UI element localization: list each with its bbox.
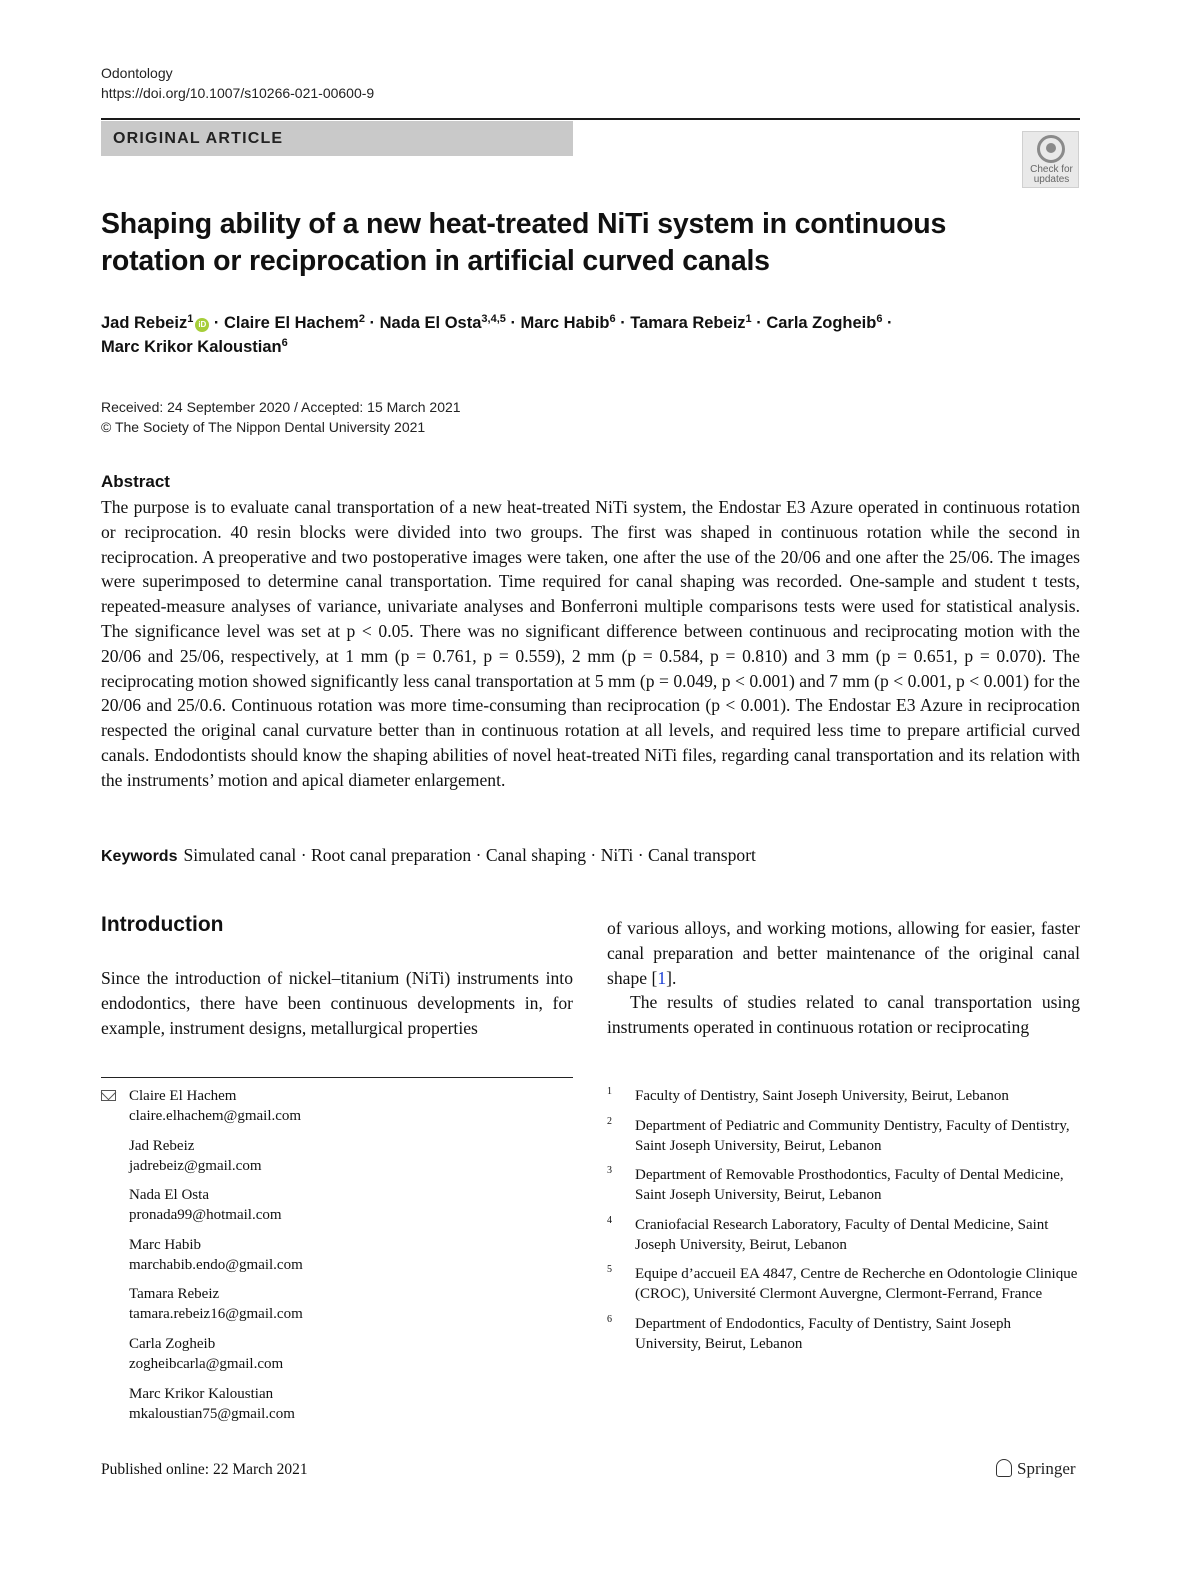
article-title [101, 206, 981, 280]
received-accepted: Received: 24 September 2020 / Accepted: 15 March 2021 [101, 399, 461, 415]
contact-email[interactable]: tamara.rebeiz16@gmail.com [129, 1306, 303, 1323]
contact-email[interactable]: claire.elhachem@gmail.com [129, 1108, 302, 1124]
springer-horse-icon [996, 1459, 1012, 1477]
author-name[interactable]: Nada El Osta [379, 314, 482, 332]
author-affiliation-ref: 6 [876, 313, 883, 325]
contact-entry [101, 1334, 573, 1374]
check-updates-icon [1037, 135, 1065, 163]
affiliation-entry [607, 1215, 1080, 1255]
affiliation-text: Department of Pediatric and Community Dentistry, Faculty of Dentistry, Saint Joseph University, Beirut, Lebanon [635, 1117, 1070, 1154]
envelope-icon [101, 1090, 116, 1101]
intro-text: ]. [666, 967, 677, 988]
contact-email[interactable]: marchabib.endo@gmail.com [129, 1256, 303, 1273]
contact-email[interactable]: zogheibcarla@gmail.com [129, 1355, 284, 1372]
publisher-logo [996, 1459, 1076, 1479]
contact-list [101, 1086, 573, 1433]
author-name[interactable]: Claire El Hachem [224, 314, 359, 332]
footnote-rule [101, 1077, 573, 1078]
author-list: Jad Rebeiz$^1$ iD · Claire El Hachem$^2$ · Nada El Osta$^{3,4,5}$ · Marc Habib$^6$ · Tamara Rebeiz$^1$ · Carla Zogheib$^6$ · Marc Krikor Kaloustian$^6$ [101, 313, 893, 356]
doi-link[interactable]: https://doi.org/10.1007/s10266-021-00600-9 [101, 85, 375, 101]
affiliation-text: Faculty of Dentistry, Saint Joseph University, Beirut, Lebanon [635, 1088, 1009, 1104]
intro-column-right [607, 916, 1080, 1040]
affiliation-number: 2 [607, 1115, 612, 1127]
intro-text: of various alloys, and working motions, allowing for easier, faster canal preparation and better maintenance of the original canal shape [ [607, 918, 1080, 988]
section-banner [101, 121, 573, 156]
publisher-name: Springer [1017, 1459, 1076, 1478]
author-affiliation-ref: 2 [358, 313, 365, 325]
contact-name: Tamara Rebeiz [129, 1286, 220, 1303]
contact-entry [101, 1384, 573, 1424]
title-line-1: Shaping ability of a new heat-treated NiTi system in continuous [101, 208, 947, 240]
orcid-icon[interactable]: iD [195, 318, 209, 332]
affiliation-entry [607, 1086, 1080, 1106]
affiliation-list [607, 1086, 1080, 1364]
contact-email[interactable]: mkaloustian75@gmail.com [129, 1405, 295, 1422]
author-name[interactable]: Carla Zogheib [766, 314, 877, 332]
check-updates-badge[interactable] [1022, 131, 1079, 188]
header-rule [101, 118, 1080, 120]
affiliation-text: Equipe d’accueil EA 4847, Centre de Recherche en Odontologie Clinique (CROC), Université Clermont Auvergne, Clermont-Ferrand, France [635, 1266, 1078, 1303]
contact-entry [101, 1185, 573, 1225]
section-label: ORIGINAL ARTICLE [113, 130, 284, 147]
contact-name: Jad Rebeiz [129, 1137, 195, 1154]
journal-name: Odontology [101, 65, 173, 81]
affiliation-number: 4 [607, 1214, 612, 1226]
contact-entry [101, 1284, 573, 1324]
intro-paragraph-continued [607, 916, 1080, 990]
affiliation-text: Department of Endodontics, Faculty of Dentistry, Saint Joseph University, Beirut, Lebanon [635, 1315, 1012, 1352]
contact-entry [101, 1235, 573, 1275]
affiliation-entry [607, 1264, 1080, 1304]
contact-name: Claire El Hachem [129, 1088, 237, 1104]
author-name[interactable]: Marc Krikor Kaloustian [101, 338, 282, 356]
author-affiliation-ref: 1 [745, 313, 752, 325]
author-name[interactable]: Jad Rebeiz [101, 314, 188, 332]
affiliation-entry [607, 1314, 1080, 1354]
contact-name: Nada El Osta [129, 1187, 209, 1204]
affiliation-text: Department of Removable Prosthodontics, Faculty of Dental Medicine, Saint Joseph University, Beirut, Lebanon [635, 1167, 1064, 1204]
keywords-label: Keywords [101, 848, 178, 865]
title-line-2: rotation or reciprocation in artificial curved canals [101, 245, 770, 277]
published-online: Published online: 22 March 2021 [101, 1461, 308, 1478]
affiliation-number: 3 [607, 1165, 612, 1177]
keywords-list: Simulated canal · Root canal preparation · Canal shaping · NiTi · Canal transport [183, 845, 756, 865]
author-name[interactable]: Tamara Rebeiz [630, 314, 746, 332]
check-updates-label: Check for updates [1030, 164, 1073, 185]
author-affiliation-ref: 6 [281, 337, 288, 349]
affiliation-text: Craniofacial Research Laboratory, Faculty of Dental Medicine, Saint Joseph University, Beirut, Lebanon [635, 1216, 1049, 1253]
affiliation-number: 6 [607, 1313, 612, 1325]
abstract-heading: Abstract [101, 472, 170, 491]
intro-paragraph: The results of studies related to canal transportation using instruments operated in continuous rotation or reciprocating [607, 992, 1080, 1038]
introduction-heading: Introduction [101, 913, 224, 936]
affiliation-entry [607, 1165, 1080, 1205]
contact-email[interactable]: jadrebeiz@gmail.com [129, 1157, 262, 1174]
contact-email[interactable]: pronada99@hotmail.com [129, 1207, 282, 1224]
affiliation-number: 1 [607, 1086, 612, 1097]
author-name[interactable]: Marc Habib [520, 314, 610, 332]
affiliation-entry [607, 1116, 1080, 1156]
author-affiliation-ref: 1 [187, 313, 194, 325]
abstract-text: The purpose is to evaluate canal transportation of a new heat-treated NiTi system, the Endostar E3 Azure operated in continuous rotation or reciprocation. 40 resin blocks were divided into two groups. The first was shaped in continuous rotation while the second in reciprocation. A preoperative and two postoperative images were taken, one after the use of the 20/06 and one after the 25/06. The images were superimposed to determine canal transportation. Time required for canal shaping was recorded. One-sample and student t tests, repeated-measure analyses of variance, univariate analyses and Bonferroni multiple comparisons tests were used for statistical analysis. The significance level was set at p < 0.05. There was no significant difference between continuous and reciprocating motion with the 20/06 and 25/06, respectively, at 1 mm (p = 0.761, p = 0.559), 2 mm (p = 0.584, p = 0.810) and 3 mm (p = 0.651, p = 0.070). The reciprocating motion showed significantly less canal transportation at 5 mm (p = 0.049, p < 0.001) and 7 mm (p < 0.001, p < 0.001) for the 20/06 and 25/0.6. Continuous rotation was more time-consuming than reciprocation (p < 0.001). The Endostar E3 Azure in reciprocation respected the original canal curvature better than in continuous rotation at all levels, and required less time to prepare artificial curved canals. Endodontists should know the shaping abilities of novel heat-treated NiTi files, regarding canal transportation and its relation with the instruments’ motion and apical diameter enlargement. [101, 497, 1080, 790]
citation-link[interactable]: 1 [657, 967, 667, 988]
contact-entry [101, 1086, 573, 1126]
author-affiliation-ref: 3,4,5 [481, 313, 506, 325]
article-dates [101, 397, 461, 437]
journal-header [101, 63, 374, 103]
contact-entry [101, 1136, 573, 1176]
contact-name: Carla Zogheib [129, 1335, 216, 1352]
intro-paragraph-left: Since the introduction of nickel–titanium (NiTi) instruments into endodontics, there have been continuous developments in, for example, instrument designs, metallurgical properties [101, 968, 573, 1038]
keywords [101, 843, 1080, 869]
affiliation-number: 5 [607, 1264, 612, 1276]
author-affiliation-ref: 6 [609, 313, 616, 325]
contact-name: Marc Habib [129, 1236, 202, 1253]
copyright: © The Society of The Nippon Dental University 2021 [101, 419, 426, 435]
contact-name: Marc Krikor Kaloustian [129, 1385, 274, 1402]
